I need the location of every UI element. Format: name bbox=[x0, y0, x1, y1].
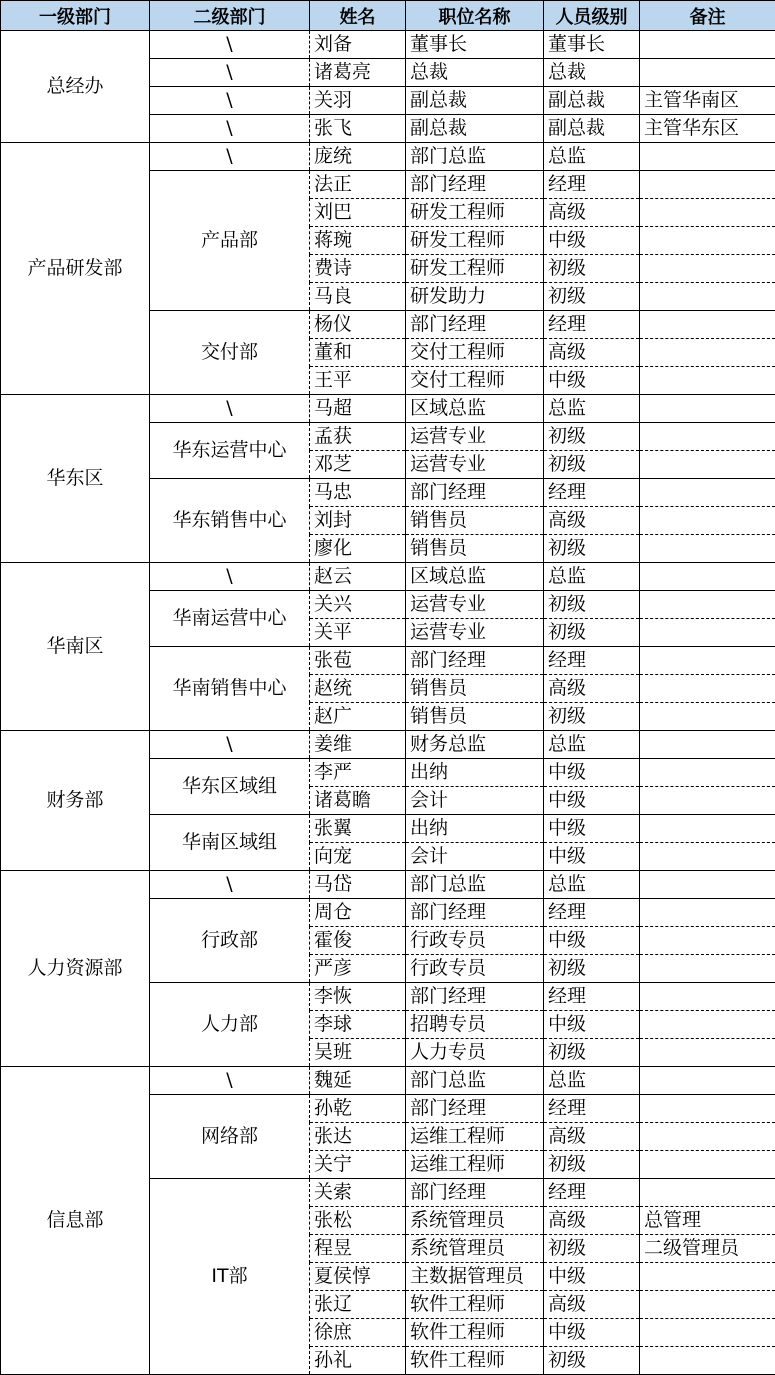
level2-dept-cell: 华南销售中心 bbox=[150, 647, 310, 731]
level1-dept-cell: 产品研发部 bbox=[1, 143, 150, 395]
name-cell: 马岱 bbox=[310, 871, 406, 899]
level1-dept-cell: 信息部 bbox=[1, 1067, 150, 1375]
level-cell: 初级 bbox=[544, 255, 640, 283]
remark-cell bbox=[640, 59, 775, 87]
level-cell: 初级 bbox=[544, 619, 640, 647]
level-cell: 初级 bbox=[544, 283, 640, 311]
name-cell: 关平 bbox=[310, 619, 406, 647]
name-cell: 关宁 bbox=[310, 1151, 406, 1179]
name-cell: 刘巴 bbox=[310, 199, 406, 227]
remark-cell bbox=[640, 395, 775, 423]
level-cell: 初级 bbox=[544, 1235, 640, 1263]
position-cell: 软件工程师 bbox=[406, 1319, 544, 1347]
position-cell: 运营专业 bbox=[406, 451, 544, 479]
remark-cell bbox=[640, 563, 775, 591]
remark-cell bbox=[640, 1011, 775, 1039]
position-cell: 软件工程师 bbox=[406, 1291, 544, 1319]
name-cell: 赵广 bbox=[310, 703, 406, 731]
position-cell: 交付工程师 bbox=[406, 339, 544, 367]
level-cell: 副总裁 bbox=[544, 87, 640, 115]
position-cell: 行政专员 bbox=[406, 955, 544, 983]
remark-cell bbox=[640, 1123, 775, 1151]
level-cell: 初级 bbox=[544, 1347, 640, 1375]
remark-cell bbox=[640, 1039, 775, 1067]
remark-cell bbox=[640, 899, 775, 927]
remark-cell bbox=[640, 479, 775, 507]
level1-dept-cell: 人力资源部 bbox=[1, 871, 150, 1067]
position-cell: 部门经理 bbox=[406, 1095, 544, 1123]
remark-cell bbox=[640, 675, 775, 703]
position-cell: 运营专业 bbox=[406, 423, 544, 451]
level2-dept-cell: \ bbox=[150, 731, 310, 759]
level-cell: 中级 bbox=[544, 843, 640, 871]
name-cell: 赵统 bbox=[310, 675, 406, 703]
level1-dept-cell: 财务部 bbox=[1, 731, 150, 871]
position-cell: 总裁 bbox=[406, 59, 544, 87]
remark-cell bbox=[640, 1319, 775, 1347]
level-cell: 总监 bbox=[544, 871, 640, 899]
level2-dept-cell: 华东销售中心 bbox=[150, 479, 310, 563]
position-cell: 董事长 bbox=[406, 31, 544, 59]
position-cell: 部门经理 bbox=[406, 1179, 544, 1207]
level-cell: 经理 bbox=[544, 983, 640, 1011]
table-row bbox=[1, 1067, 775, 1095]
remark-cell bbox=[640, 171, 775, 199]
remark-cell bbox=[640, 507, 775, 535]
level2-dept-cell: \ bbox=[150, 563, 310, 591]
name-cell: 霍俊 bbox=[310, 927, 406, 955]
level-cell: 经理 bbox=[544, 1179, 640, 1207]
name-cell: 张飞 bbox=[310, 115, 406, 143]
name-cell: 孙礼 bbox=[310, 1347, 406, 1375]
level-cell: 中级 bbox=[544, 1263, 640, 1291]
remark-cell bbox=[640, 451, 775, 479]
level-cell: 高级 bbox=[544, 1123, 640, 1151]
name-cell: 邓芝 bbox=[310, 451, 406, 479]
position-cell: 部门经理 bbox=[406, 983, 544, 1011]
position-cell: 部门经理 bbox=[406, 647, 544, 675]
level-cell: 高级 bbox=[544, 507, 640, 535]
table-row bbox=[1, 31, 775, 59]
level1-dept-cell: 华东区 bbox=[1, 395, 150, 563]
remark-cell bbox=[640, 647, 775, 675]
position-cell: 销售员 bbox=[406, 507, 544, 535]
name-cell: 诸葛亮 bbox=[310, 59, 406, 87]
level2-dept-cell: \ bbox=[150, 143, 310, 171]
level-cell: 中级 bbox=[544, 227, 640, 255]
level1-dept-cell: 华南区 bbox=[1, 563, 150, 731]
name-cell: 严彦 bbox=[310, 955, 406, 983]
name-cell: 孙乾 bbox=[310, 1095, 406, 1123]
level-cell: 初级 bbox=[544, 591, 640, 619]
remark-cell bbox=[640, 591, 775, 619]
name-cell: 董和 bbox=[310, 339, 406, 367]
level2-dept-cell: \ bbox=[150, 31, 310, 59]
name-cell: 张翼 bbox=[310, 815, 406, 843]
name-cell: 徐庶 bbox=[310, 1319, 406, 1347]
level-cell: 经理 bbox=[544, 1095, 640, 1123]
table-body bbox=[1, 31, 775, 1375]
position-cell: 副总裁 bbox=[406, 115, 544, 143]
remark-cell: 二级管理员 bbox=[640, 1235, 775, 1263]
level-cell: 经理 bbox=[544, 171, 640, 199]
position-cell: 部门总监 bbox=[406, 143, 544, 171]
remark-cell bbox=[640, 703, 775, 731]
position-cell: 主数据管理员 bbox=[406, 1263, 544, 1291]
remark-cell bbox=[640, 759, 775, 787]
name-cell: 杨仪 bbox=[310, 311, 406, 339]
remark-cell bbox=[640, 1095, 775, 1123]
remark-cell bbox=[640, 871, 775, 899]
header-level2-dept: 二级部门 bbox=[150, 1, 310, 31]
level2-dept-cell: 人力部 bbox=[150, 983, 310, 1067]
position-cell: 研发工程师 bbox=[406, 227, 544, 255]
level-cell: 经理 bbox=[544, 311, 640, 339]
position-cell: 研发工程师 bbox=[406, 255, 544, 283]
level-cell: 初级 bbox=[544, 535, 640, 563]
level-cell: 初级 bbox=[544, 703, 640, 731]
remark-cell bbox=[640, 815, 775, 843]
level-cell: 中级 bbox=[544, 927, 640, 955]
name-cell: 法正 bbox=[310, 171, 406, 199]
remark-cell bbox=[640, 143, 775, 171]
level-cell: 中级 bbox=[544, 1319, 640, 1347]
remark-cell: 主管华南区 bbox=[640, 87, 775, 115]
level2-dept-cell: 行政部 bbox=[150, 899, 310, 983]
level-cell: 中级 bbox=[544, 815, 640, 843]
remark-cell: 总管理 bbox=[640, 1207, 775, 1235]
name-cell: 庞统 bbox=[310, 143, 406, 171]
name-cell: 周仓 bbox=[310, 899, 406, 927]
name-cell: 马超 bbox=[310, 395, 406, 423]
remark-cell bbox=[640, 1179, 775, 1207]
name-cell: 吴班 bbox=[310, 1039, 406, 1067]
remark-cell bbox=[640, 423, 775, 451]
remark-cell bbox=[640, 227, 775, 255]
position-cell: 部门经理 bbox=[406, 899, 544, 927]
level-cell: 总裁 bbox=[544, 59, 640, 87]
level-cell: 董事长 bbox=[544, 31, 640, 59]
name-cell: 姜维 bbox=[310, 731, 406, 759]
remark-cell bbox=[640, 199, 775, 227]
level-cell: 初级 bbox=[544, 1039, 640, 1067]
position-cell: 运营专业 bbox=[406, 591, 544, 619]
name-cell: 刘备 bbox=[310, 31, 406, 59]
position-cell: 运营专业 bbox=[406, 619, 544, 647]
level-cell: 初级 bbox=[544, 451, 640, 479]
remark-cell bbox=[640, 731, 775, 759]
name-cell: 李严 bbox=[310, 759, 406, 787]
level2-dept-cell: IT部 bbox=[150, 1179, 310, 1375]
remark-cell bbox=[640, 927, 775, 955]
remark-cell bbox=[640, 787, 775, 815]
remark-cell bbox=[640, 1151, 775, 1179]
remark-cell bbox=[640, 1067, 775, 1095]
position-cell: 出纳 bbox=[406, 759, 544, 787]
table-row bbox=[1, 395, 775, 423]
remark-cell bbox=[640, 535, 775, 563]
level-cell: 高级 bbox=[544, 339, 640, 367]
level2-dept-cell: \ bbox=[150, 1067, 310, 1095]
level-cell: 中级 bbox=[544, 367, 640, 395]
name-cell: 刘封 bbox=[310, 507, 406, 535]
name-cell: 蒋琬 bbox=[310, 227, 406, 255]
remark-cell bbox=[640, 1263, 775, 1291]
level2-dept-cell: \ bbox=[150, 871, 310, 899]
level2-dept-cell: 产品部 bbox=[150, 171, 310, 311]
level2-dept-cell: 华南运营中心 bbox=[150, 591, 310, 647]
level-cell: 经理 bbox=[544, 647, 640, 675]
position-cell: 会计 bbox=[406, 843, 544, 871]
level2-dept-cell: 网络部 bbox=[150, 1095, 310, 1179]
position-cell: 部门经理 bbox=[406, 311, 544, 339]
remark-cell: 主管华东区 bbox=[640, 115, 775, 143]
name-cell: 关羽 bbox=[310, 87, 406, 115]
level2-dept-cell: \ bbox=[150, 395, 310, 423]
position-cell: 部门总监 bbox=[406, 1067, 544, 1095]
level-cell: 副总裁 bbox=[544, 115, 640, 143]
position-cell: 部门经理 bbox=[406, 479, 544, 507]
level2-dept-cell: 华东区域组 bbox=[150, 759, 310, 815]
remark-cell bbox=[640, 311, 775, 339]
level2-dept-cell: \ bbox=[150, 59, 310, 87]
level-cell: 中级 bbox=[544, 759, 640, 787]
position-cell: 销售员 bbox=[406, 675, 544, 703]
level-cell: 高级 bbox=[544, 199, 640, 227]
position-cell: 财务总监 bbox=[406, 731, 544, 759]
position-cell: 行政专员 bbox=[406, 927, 544, 955]
remark-cell bbox=[640, 843, 775, 871]
name-cell: 张松 bbox=[310, 1207, 406, 1235]
level-cell: 经理 bbox=[544, 899, 640, 927]
position-cell: 软件工程师 bbox=[406, 1347, 544, 1375]
remark-cell bbox=[640, 1347, 775, 1375]
name-cell: 廖化 bbox=[310, 535, 406, 563]
level-cell: 总监 bbox=[544, 143, 640, 171]
table-row bbox=[1, 143, 775, 171]
level-cell: 总监 bbox=[544, 563, 640, 591]
position-cell: 招聘专员 bbox=[406, 1011, 544, 1039]
name-cell: 王平 bbox=[310, 367, 406, 395]
position-cell: 销售员 bbox=[406, 703, 544, 731]
level-cell: 高级 bbox=[544, 1207, 640, 1235]
level-cell: 中级 bbox=[544, 1011, 640, 1039]
remark-cell bbox=[640, 339, 775, 367]
level-cell: 总监 bbox=[544, 395, 640, 423]
remark-cell bbox=[640, 983, 775, 1011]
name-cell: 夏侯惇 bbox=[310, 1263, 406, 1291]
position-cell: 交付工程师 bbox=[406, 367, 544, 395]
position-cell: 研发工程师 bbox=[406, 199, 544, 227]
name-cell: 张达 bbox=[310, 1123, 406, 1151]
level-cell: 总监 bbox=[544, 731, 640, 759]
level-cell: 初级 bbox=[544, 1151, 640, 1179]
position-cell: 部门经理 bbox=[406, 171, 544, 199]
name-cell: 关索 bbox=[310, 1179, 406, 1207]
header-position: 职位名称 bbox=[406, 1, 544, 31]
name-cell: 关兴 bbox=[310, 591, 406, 619]
position-cell: 系统管理员 bbox=[406, 1235, 544, 1263]
name-cell: 诸葛瞻 bbox=[310, 787, 406, 815]
name-cell: 李恢 bbox=[310, 983, 406, 1011]
position-cell: 运维工程师 bbox=[406, 1151, 544, 1179]
level-cell: 高级 bbox=[544, 1291, 640, 1319]
position-cell: 研发助力 bbox=[406, 283, 544, 311]
name-cell: 张辽 bbox=[310, 1291, 406, 1319]
position-cell: 部门总监 bbox=[406, 871, 544, 899]
header-level1-dept: 一级部门 bbox=[1, 1, 150, 31]
name-cell: 孟获 bbox=[310, 423, 406, 451]
level2-dept-cell: 交付部 bbox=[150, 311, 310, 395]
name-cell: 李球 bbox=[310, 1011, 406, 1039]
position-cell: 销售员 bbox=[406, 535, 544, 563]
header-row bbox=[1, 1, 775, 31]
header-name: 姓名 bbox=[310, 1, 406, 31]
position-cell: 区域总监 bbox=[406, 563, 544, 591]
remark-cell bbox=[640, 367, 775, 395]
table-row bbox=[1, 731, 775, 759]
level1-dept-cell: 总经办 bbox=[1, 31, 150, 143]
remark-cell bbox=[640, 255, 775, 283]
name-cell: 赵云 bbox=[310, 563, 406, 591]
level2-dept-cell: 华东运营中心 bbox=[150, 423, 310, 479]
level-cell: 高级 bbox=[544, 675, 640, 703]
remark-cell bbox=[640, 955, 775, 983]
remark-cell bbox=[640, 31, 775, 59]
level2-dept-cell: 华南区域组 bbox=[150, 815, 310, 871]
name-cell: 魏延 bbox=[310, 1067, 406, 1095]
position-cell: 区域总监 bbox=[406, 395, 544, 423]
remark-cell bbox=[640, 283, 775, 311]
name-cell: 马良 bbox=[310, 283, 406, 311]
position-cell: 出纳 bbox=[406, 815, 544, 843]
level-cell: 初级 bbox=[544, 955, 640, 983]
name-cell: 马忠 bbox=[310, 479, 406, 507]
level2-dept-cell: \ bbox=[150, 87, 310, 115]
level-cell: 总监 bbox=[544, 1067, 640, 1095]
table-row bbox=[1, 871, 775, 899]
header-level: 人员级别 bbox=[544, 1, 640, 31]
position-cell: 会计 bbox=[406, 787, 544, 815]
name-cell: 费诗 bbox=[310, 255, 406, 283]
name-cell: 向宠 bbox=[310, 843, 406, 871]
name-cell: 程昱 bbox=[310, 1235, 406, 1263]
name-cell: 张苞 bbox=[310, 647, 406, 675]
table-row bbox=[1, 563, 775, 591]
position-cell: 人力专员 bbox=[406, 1039, 544, 1067]
level2-dept-cell: \ bbox=[150, 115, 310, 143]
position-cell: 副总裁 bbox=[406, 87, 544, 115]
position-cell: 运维工程师 bbox=[406, 1123, 544, 1151]
remark-cell bbox=[640, 619, 775, 647]
remark-cell bbox=[640, 1291, 775, 1319]
position-cell: 系统管理员 bbox=[406, 1207, 544, 1235]
level-cell: 经理 bbox=[544, 479, 640, 507]
header-remark: 备注 bbox=[640, 1, 775, 31]
level-cell: 初级 bbox=[544, 423, 640, 451]
level-cell: 中级 bbox=[544, 787, 640, 815]
